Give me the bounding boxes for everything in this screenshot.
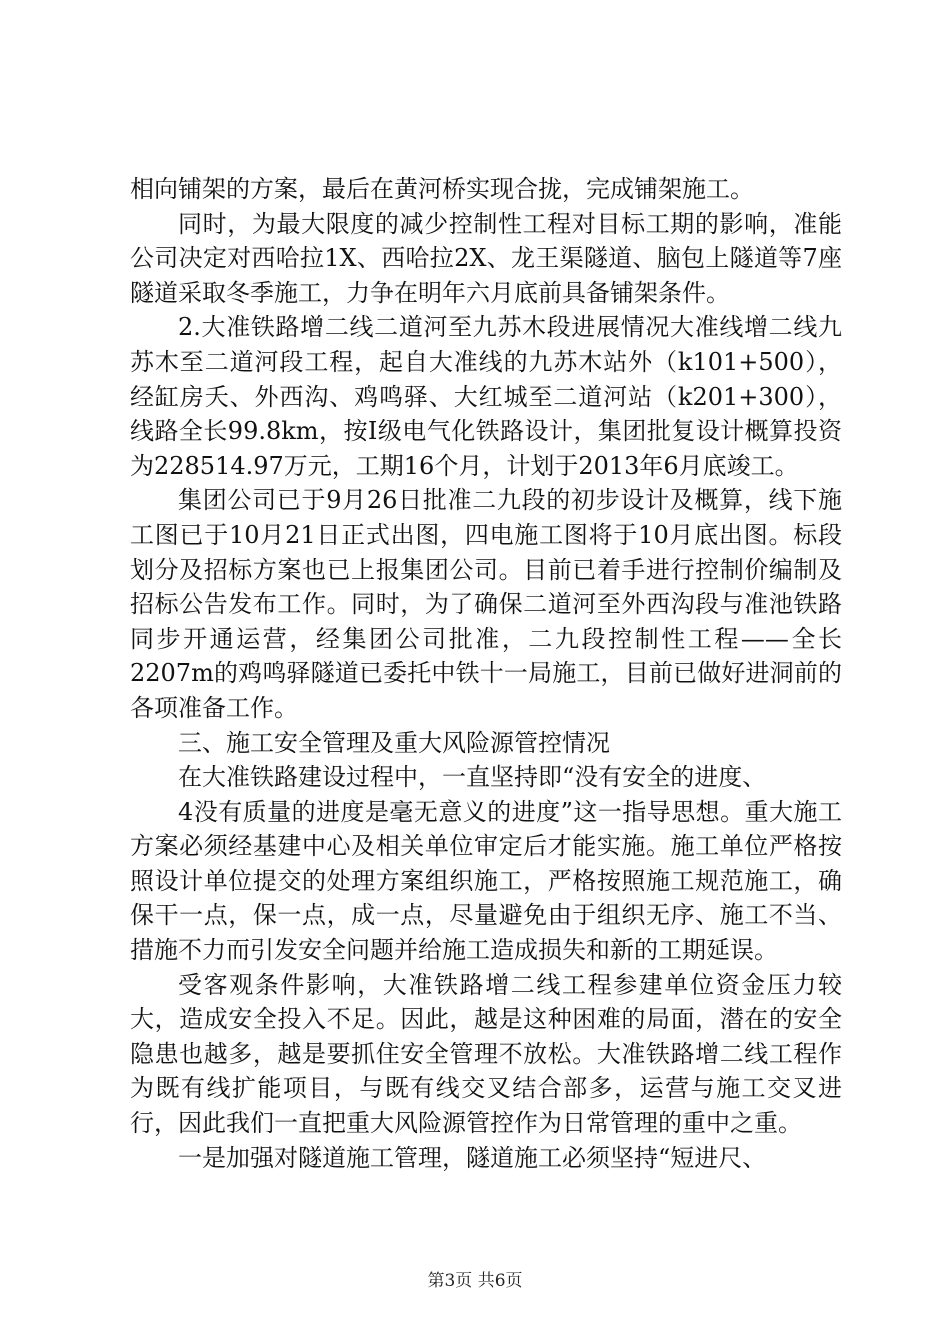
paragraph-winter-construction: 同时，为最大限度的减少控制性工程对目标工期的影响，准能公司决定对西哈拉1X、西哈拉2X、龙王渠隧道、脑包上隧道等7座隧道采取冬季施工，力争在明年六月底前具备铺架条件。 [130, 209, 842, 307]
paragraph-continuation: 相向铺架的方案，最后在黄河桥实现合拢，完成铺架施工。 [130, 175, 754, 203]
paragraph-group-approval: 集团公司已于9月26日批准二九段的初步设计及概算，线下施工图已于10月21日正式出图，四电施工图将于10月底出图。标段划分及招标方案也已上报集团公司。目前已着手进行控制价编制及招标公告发布工作。同时，为了确保二道河至外西沟段与准池铁路同步开通运营，经集团公司批准，二九段控制性工程——全长2207m的鸡鸣驿隧道已委托中铁十一局施工，目前已做好进洞前的各项准备工作。 [130, 486, 842, 722]
paragraph-guiding-thought: 4没有质量的进度是毫无意义的进度”这一指导思想。重大施工方案必须经基建中心及相关单位审定后才能实施。施工单位严格按照设计单位提交的处理方案组织施工，严格按照施工规范施工，确保干一点，保一点，成一点，尽量避免由于组织无序、施工不当、措施不力而引发安全问题并给施工造成损失和新的工期延误。 [130, 797, 842, 965]
page-footer: 第3页 共6页 [427, 1271, 523, 1291]
section-heading-safety: 三、施工安全管理及重大风险源管控情况 [178, 728, 610, 757]
document-body [130, 172, 842, 1175]
paragraph-section-2-progress: 2.大准铁路增二线二道河至九苏木段进展情况大准线增二线九苏木至二道河段工程，起自大准线的九苏木站外（k101+500），经缸房夭、外西沟、鸡鸣驿、大红城至二道河站（k201+300），线路全长99.8km，按Ⅰ级电气化铁路设计，集团批复设计概算投资为228514.97万元，工期16个月，计划于2013年6月底竣工。 [130, 313, 842, 480]
paragraph-tunnel-management: 一是加强对隧道施工管理，隧道施工必须坚持“短进尺、 [178, 1143, 767, 1172]
paragraph-safety-principle: 在大准铁路建设过程中，一直坚持即“没有安全的进度、 [178, 763, 767, 792]
paragraph-funding-pressure: 受客观条件影响，大准铁路增二线工程参建单位资金压力较大，造成安全投入不足。因此，越是这种困难的局面，潜在的安全隐患也越多，越是要抓住安全管理不放松。大准铁路增二线工程作为既有线扩能项目，与既有线交叉结合部多，运营与施工交叉进行，因此我们一直把重大风险源管控作为日常管理的重中之重。 [130, 970, 842, 1138]
